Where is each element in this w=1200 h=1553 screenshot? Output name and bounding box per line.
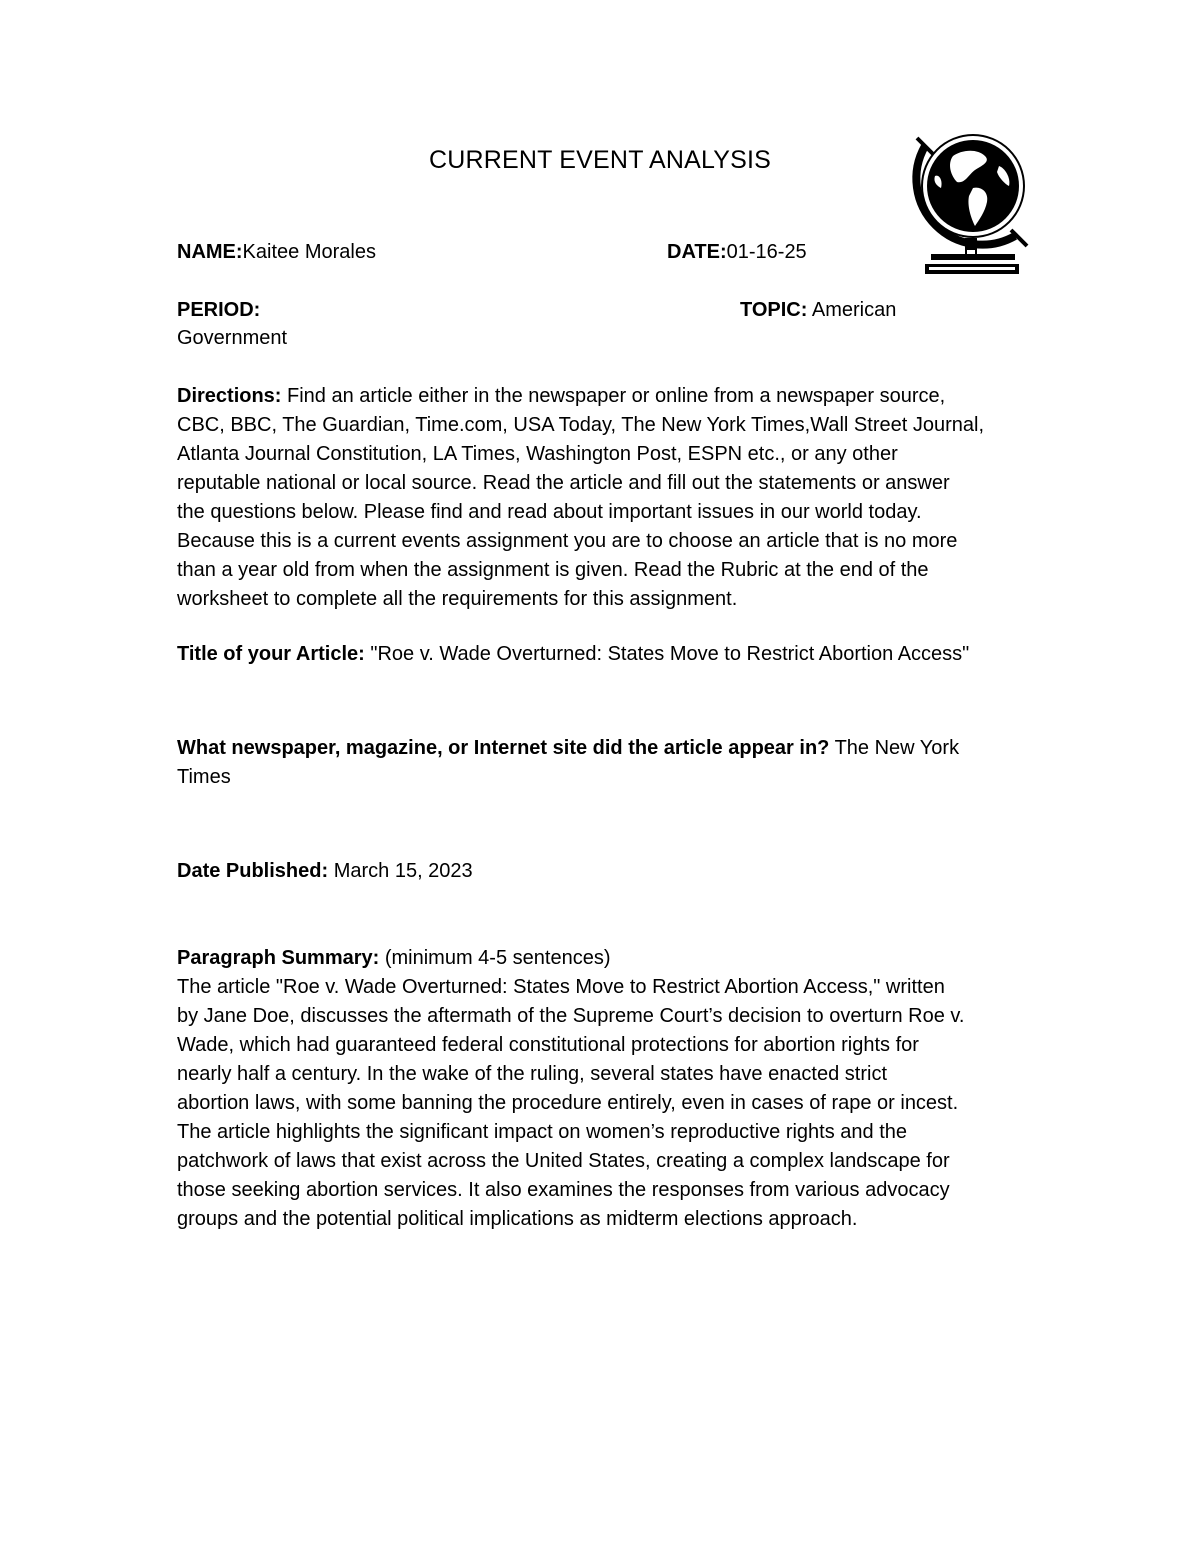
directions-line: Atlanta Journal Constitution, LA Times, Washington Post, ESPN etc., or any other — [177, 443, 898, 465]
date-value: 01-16-25 — [726, 241, 807, 263]
directions-line: than a year old from when the assignment is given. Read the Rubric at the end of the — [177, 559, 929, 581]
article-title-field — [177, 640, 1037, 669]
article-title-value: "Roe v. Wade Overturned: States Move to Restrict Abortion Access" — [364, 643, 970, 665]
date-label: DATE: — [667, 241, 727, 263]
summary-line: The article highlights the significant impact on women’s reproductive rights and the — [177, 1121, 908, 1143]
summary-line: those seeking abortion services. It also examines the responses from various advocacy — [177, 1179, 950, 1201]
article-title-label: Title of your Article: — [177, 643, 365, 665]
summary-line: Wade, which had guaranteed federal constitutional protections for abortion rights for — [177, 1034, 919, 1056]
topic-field — [740, 296, 896, 325]
name-field — [177, 238, 376, 267]
date-published-label: Date Published: — [177, 860, 329, 882]
period-label: PERIOD: — [177, 299, 261, 321]
summary-line: groups and the potential political implications as midterm elections approach. — [177, 1208, 858, 1230]
summary-line: abortion laws, with some banning the procedure entirely, even in cases of rape or incest. — [177, 1092, 959, 1114]
topic-value: American — [807, 299, 897, 321]
article-source-label: What newspaper, magazine, or Internet site did the article appear in? — [177, 737, 830, 759]
article-source-field — [177, 734, 1037, 792]
topic-value-continued: Government — [177, 327, 288, 349]
article-source-value-continued: Times — [177, 766, 231, 788]
article-source-value: The New York — [829, 737, 960, 759]
period-field — [177, 296, 260, 325]
directions-line: worksheet to complete all the requirements for this assignment. — [177, 588, 738, 610]
page-title: CURRENT EVENT ANALYSIS — [429, 146, 771, 174]
summary-line: patchwork of laws that exist across the United States, creating a complex landscape for — [177, 1150, 950, 1172]
name-label: NAME: — [177, 241, 243, 263]
summary-line: The article "Roe v. Wade Overturned: States Move to Restrict Abortion Access," written — [177, 976, 945, 998]
summary-line: by Jane Doe, discusses the aftermath of the Supreme Court’s decision to overturn Roe v. — [177, 1005, 965, 1027]
globe-icon — [895, 126, 1045, 280]
directions-paragraph — [177, 382, 1037, 614]
date-published-field — [177, 857, 1037, 886]
summary-line: nearly half a century. In the wake of the ruling, several states have enacted strict — [177, 1063, 888, 1085]
directions-label: Directions: — [177, 385, 282, 407]
date-published-value: March 15, 2023 — [328, 860, 473, 882]
directions-line: Because this is a current events assignment you are to choose an article that is no more — [177, 530, 958, 552]
name-value: Kaitee Morales — [242, 241, 376, 263]
date-field — [667, 238, 807, 267]
directions-line: Directions: Find an article either in the newspaper or online from a newspaper source, — [177, 385, 946, 407]
summary-hint: (minimum 4-5 sentences) — [379, 947, 611, 969]
directions-line: the questions below. Please find and read about important issues in our world today. — [177, 501, 922, 523]
summary-label: Paragraph Summary: — [177, 947, 380, 969]
topic-label: TOPIC: — [740, 299, 808, 321]
directions-line: reputable national or local source. Read the article and fill out the statements or answer — [177, 472, 950, 494]
summary-section — [177, 944, 1037, 1234]
directions-line: CBC, BBC, The Guardian, Time.com, USA Today, The New York Times,Wall Street Journal, — [177, 414, 985, 436]
